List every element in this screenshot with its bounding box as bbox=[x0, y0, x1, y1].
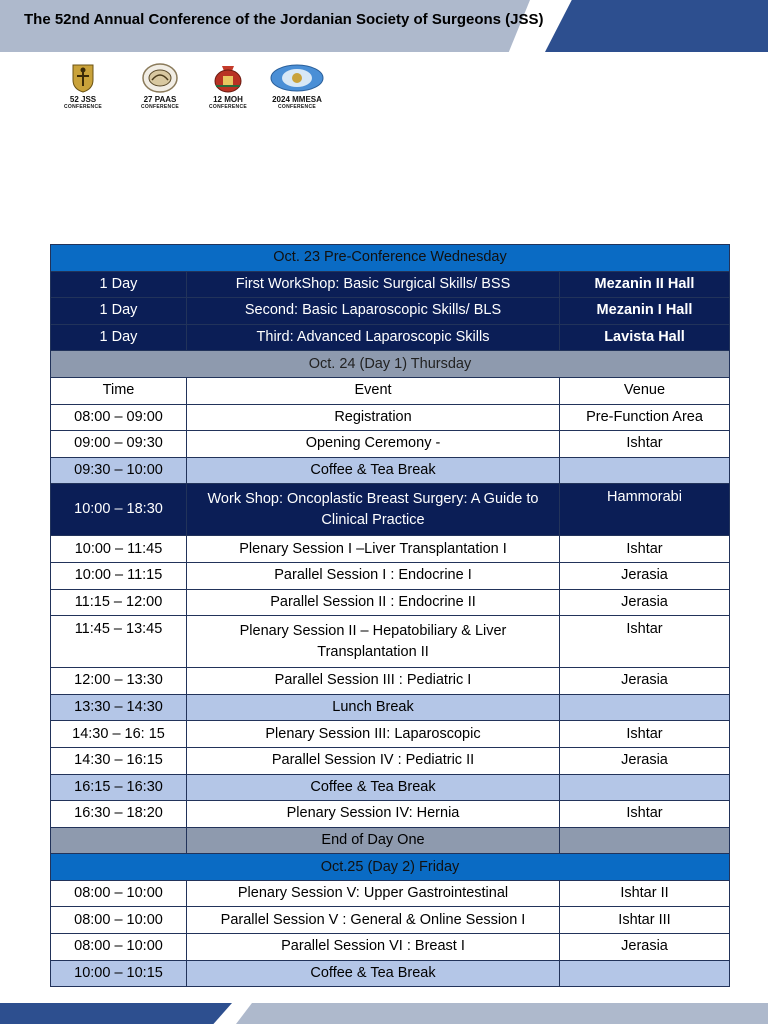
duration-cell: 1 Day bbox=[51, 324, 187, 351]
venue-cell: Ishtar III bbox=[560, 907, 730, 934]
schedule-row bbox=[51, 562, 730, 589]
event-cell: Plenary Session I –Liver Transplantation I bbox=[187, 536, 560, 563]
empty-cell bbox=[51, 827, 187, 854]
schedule-row bbox=[51, 589, 730, 616]
event-cell: Coffee & Tea Break bbox=[187, 774, 560, 801]
venue-cell: Jerasia bbox=[560, 668, 730, 695]
venue-cell: Mezanin I Hall bbox=[560, 298, 730, 325]
schedule-table bbox=[50, 244, 730, 987]
event-cell: Lunch Break bbox=[187, 694, 560, 721]
jss-emblem-icon bbox=[63, 62, 103, 94]
event-cell: Registration bbox=[187, 404, 560, 431]
moh-emblem-icon bbox=[208, 62, 248, 94]
schedule-row bbox=[51, 934, 730, 961]
event-cell: Coffee & Tea Break bbox=[187, 960, 560, 987]
end-of-day-row bbox=[51, 827, 730, 854]
workshop-row bbox=[51, 298, 730, 325]
time-cell: 10:00 – 11:15 bbox=[51, 562, 187, 589]
schedule-row bbox=[51, 404, 730, 431]
venue-cell: Jerasia bbox=[560, 562, 730, 589]
venue-cell: Lavista Hall bbox=[560, 324, 730, 351]
col-event: Event bbox=[187, 377, 560, 404]
time-cell: 08:00 – 09:00 bbox=[51, 404, 187, 431]
schedule-row bbox=[51, 536, 730, 563]
venue-cell: Mezanin II Hall bbox=[560, 271, 730, 298]
event-cell: Plenary Session III: Laparoscopic bbox=[187, 721, 560, 748]
event-cell: Parallel Session II : Endocrine II bbox=[187, 589, 560, 616]
event-cell: Plenary Session II – Hepatobiliary & Liver Transplantation II bbox=[187, 616, 560, 668]
break-row bbox=[51, 774, 730, 801]
day1-header: Oct. 24 (Day 1) Thursday bbox=[51, 351, 730, 378]
venue-cell: Ishtar bbox=[560, 536, 730, 563]
logo-sub: CONFERENCE bbox=[277, 104, 316, 110]
workshop-row bbox=[51, 484, 730, 536]
schedule-row bbox=[51, 721, 730, 748]
conference-logos bbox=[60, 62, 360, 120]
schedule-row bbox=[51, 668, 730, 695]
end-of-day-label: End of Day One bbox=[187, 827, 560, 854]
footer-band-light bbox=[236, 1003, 768, 1024]
event-cell: Parallel Session V : General & Online Session I bbox=[187, 907, 560, 934]
time-cell: 14:30 – 16: 15 bbox=[51, 721, 187, 748]
logo-paas bbox=[128, 62, 192, 110]
section-header-day1 bbox=[51, 351, 730, 378]
break-row bbox=[51, 960, 730, 987]
page-title: The 52nd Annual Conference of the Jordanian Society of Surgeons (JSS) bbox=[24, 11, 544, 28]
venue-cell: Hammorabi bbox=[560, 484, 730, 536]
day2-header: Oct.25 (Day 2) Friday bbox=[51, 854, 730, 881]
workshop-row bbox=[51, 324, 730, 351]
event-cell: Parallel Session III : Pediatric I bbox=[187, 668, 560, 695]
column-header-row bbox=[51, 377, 730, 404]
venue-cell: Ishtar bbox=[560, 721, 730, 748]
logo-label: 2024 MMESA bbox=[272, 95, 322, 104]
break-row bbox=[51, 694, 730, 721]
logo-sub: CONFERENCE bbox=[208, 104, 247, 110]
schedule-row bbox=[51, 616, 730, 668]
col-venue: Venue bbox=[560, 377, 730, 404]
time-cell: 09:30 – 10:00 bbox=[51, 457, 187, 484]
schedule-row bbox=[51, 880, 730, 907]
break-row bbox=[51, 457, 730, 484]
event-cell: Parallel Session IV : Pediatric II bbox=[187, 747, 560, 774]
time-cell: 10:00 – 18:30 bbox=[51, 484, 187, 536]
logo-label: 27 PAAS bbox=[143, 95, 177, 104]
time-cell: 16:15 – 16:30 bbox=[51, 774, 187, 801]
header-band-dark bbox=[545, 0, 768, 52]
event-cell: Second: Basic Laparoscopic Skills/ BLS bbox=[187, 298, 560, 325]
event-cell: First WorkShop: Basic Surgical Skills/ BSS bbox=[187, 271, 560, 298]
event-cell: Plenary Session IV: Hernia bbox=[187, 801, 560, 828]
duration-cell: 1 Day bbox=[51, 271, 187, 298]
schedule-row bbox=[51, 801, 730, 828]
venue-cell: Jerasia bbox=[560, 747, 730, 774]
time-cell: 13:30 – 14:30 bbox=[51, 694, 187, 721]
schedule-row bbox=[51, 431, 730, 458]
event-cell: Plenary Session V: Upper Gastrointestinal bbox=[187, 880, 560, 907]
schedule-row bbox=[51, 747, 730, 774]
venue-cell: Ishtar bbox=[560, 801, 730, 828]
time-cell: 11:15 – 12:00 bbox=[51, 589, 187, 616]
logo-label: 12 MOH bbox=[213, 95, 243, 104]
venue-cell bbox=[560, 960, 730, 987]
logo-label: 52 JSS bbox=[69, 95, 97, 104]
section-header-day0 bbox=[51, 245, 730, 272]
time-cell: 10:00 – 10:15 bbox=[51, 960, 187, 987]
venue-cell: Jerasia bbox=[560, 934, 730, 961]
event-cell: Coffee & Tea Break bbox=[187, 457, 560, 484]
venue-cell bbox=[560, 694, 730, 721]
time-cell: 08:00 – 10:00 bbox=[51, 934, 187, 961]
logo-moh bbox=[196, 62, 260, 110]
venue-cell: Ishtar II bbox=[560, 880, 730, 907]
empty-cell bbox=[560, 827, 730, 854]
venue-cell: Ishtar bbox=[560, 431, 730, 458]
mmesa-emblem-icon bbox=[269, 62, 325, 94]
logo-mmesa bbox=[265, 62, 329, 110]
paas-emblem-icon bbox=[140, 62, 180, 94]
schedule-row bbox=[51, 907, 730, 934]
time-cell: 10:00 – 11:45 bbox=[51, 536, 187, 563]
venue-cell bbox=[560, 457, 730, 484]
logo-jss bbox=[51, 62, 115, 110]
venue-cell: Pre-Function Area bbox=[560, 404, 730, 431]
col-time: Time bbox=[51, 377, 187, 404]
time-cell: 12:00 – 13:30 bbox=[51, 668, 187, 695]
event-cell: Parallel Session VI : Breast I bbox=[187, 934, 560, 961]
footer-band-dark bbox=[0, 1003, 232, 1024]
logo-sub: CONFERENCE bbox=[140, 104, 179, 110]
workshop-row bbox=[51, 271, 730, 298]
event-cell: Work Shop: Oncoplastic Breast Surgery: A Guide to Clinical Practice bbox=[187, 484, 560, 536]
duration-cell: 1 Day bbox=[51, 298, 187, 325]
event-cell: Third: Advanced Laparoscopic Skills bbox=[187, 324, 560, 351]
day0-header: Oct. 23 Pre-Conference Wednesday bbox=[51, 245, 730, 272]
venue-cell: Jerasia bbox=[560, 589, 730, 616]
time-cell: 08:00 – 10:00 bbox=[51, 880, 187, 907]
time-cell: 09:00 – 09:30 bbox=[51, 431, 187, 458]
section-header-day2 bbox=[51, 854, 730, 881]
event-cell: Opening Ceremony - bbox=[187, 431, 560, 458]
venue-cell: Ishtar bbox=[560, 616, 730, 668]
time-cell: 08:00 – 10:00 bbox=[51, 907, 187, 934]
time-cell: 11:45 – 13:45 bbox=[51, 616, 187, 668]
logo-sub: CONFERENCE bbox=[63, 104, 102, 110]
time-cell: 16:30 – 18:20 bbox=[51, 801, 187, 828]
event-cell: Parallel Session I : Endocrine I bbox=[187, 562, 560, 589]
venue-cell bbox=[560, 774, 730, 801]
time-cell: 14:30 – 16:15 bbox=[51, 747, 187, 774]
